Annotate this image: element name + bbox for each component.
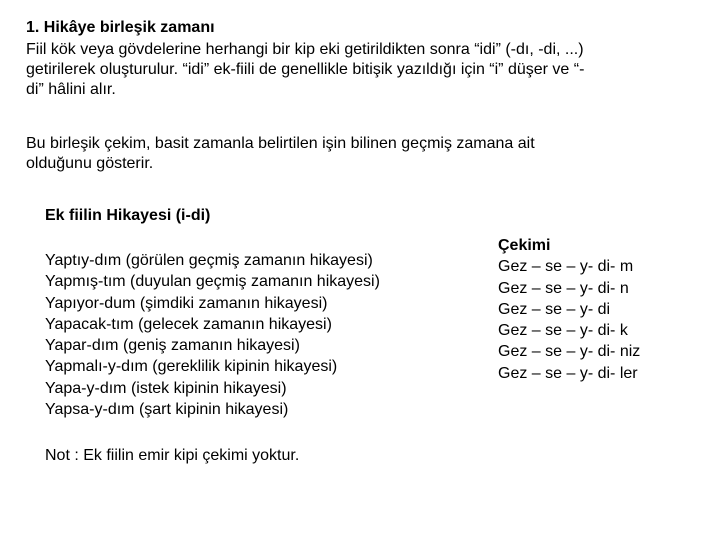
meaning-paragraph: [26, 134, 694, 174]
conjugation-row: Gez – se – y- di- ler: [498, 364, 638, 382]
tense-form-item: Yaptıy-dım (görülen geçmiş zamanın hikayesi): [45, 252, 373, 269]
meaning-line: olduğunu gösterir.: [26, 155, 154, 172]
tense-form-item: Yapıyor-dum (şimdiki zamanın hikayesi): [45, 294, 328, 312]
tense-form-item: Yapmış-tım (duyulan geçmiş zamanın hikayesi): [45, 273, 380, 291]
tense-form-item: Yapsa-y-dım (şart kipinin hikayesi): [45, 401, 289, 419]
meaning-line: Bu birleşik çekim, basit zamanla belirtilen işin bilinen geçmiş zamana ait: [26, 135, 535, 152]
conjugation-row: Gez – se – y- di- niz: [498, 343, 641, 361]
ek-fiil-title: Ek fiilin Hikayesi (i-di): [45, 207, 211, 224]
conjugation-block: [498, 235, 640, 384]
tense-form-item: Yapmalı-y-dım (gereklilik kipinin hikayesi): [45, 358, 338, 376]
conjugation-row: Gez – se – y- di- k: [498, 322, 628, 340]
tense-form-item: Yapar-dım (geniş zamanın hikayesi): [45, 337, 300, 355]
tense-forms-list: [45, 250, 380, 420]
conjugation-row: Gez – se – y- di- n: [498, 279, 629, 297]
intro-line: getirilerek oluşturulur. “idi” ek-fiili de genellikle bitişik yazıldığı için “i” düşer ve “-: [26, 61, 585, 78]
conjugation-title: Çekimi: [498, 237, 551, 254]
intro-paragraph: [26, 40, 694, 100]
intro-line: Fiil kök veya gövdelerine herhangi bir kip eki getirildikten sonra “idi” (-dı, -di, ...): [26, 41, 584, 58]
intro-line: di” hâlini alır.: [26, 81, 116, 98]
conjugation-row: Gez – se – y- di: [498, 300, 611, 318]
section-heading: 1. Hikâye birleşik zamanı: [26, 19, 215, 36]
tense-form-item: Yapacak-tım (gelecek zamanın hikayesi): [45, 315, 332, 333]
conjugation-row: Gez – se – y- di- m: [498, 258, 634, 276]
footnote: Not : Ek fiilin emir kipi çekimi yoktur.: [45, 447, 300, 464]
tense-form-item: Yapa-y-dım (istek kipinin hikayesi): [45, 379, 287, 397]
